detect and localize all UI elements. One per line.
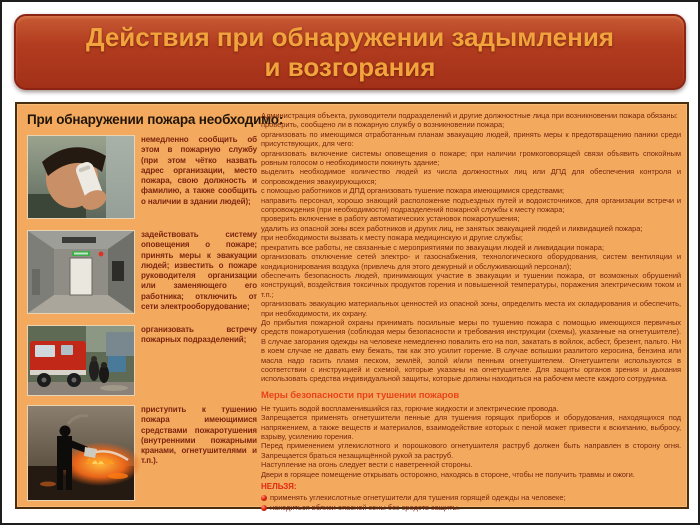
extinguishing-graphic <box>28 406 134 500</box>
forbidden-heading: НЕЛЬЗЯ: <box>261 482 297 492</box>
list-item-start-extinguishing <box>27 405 257 501</box>
list-item-text: приступить к тушению пожара имеющимися средствами пожаротушения (внутренними пожарными кранами, огнетушителями и т.п.). <box>141 405 257 466</box>
forbidden-item <box>261 493 681 502</box>
safety-rule: Не тушить водой воспламенившийся газ, горючие жидкости и электрические провода. <box>261 403 559 413</box>
safety-rule: Двери в горящее помещение открывать осторожно, находясь в стороне, чтобы не получить травмы и ожоги. <box>261 469 635 479</box>
title-banner <box>14 14 686 90</box>
list-item-text: организовать встречу пожарных подразделений; <box>141 325 257 345</box>
duty-line: направить персонал, хорошо знающий расположение подъездных путей и водоисточников, для организации встречи и сопровождения (при необходимости) подразделений пожарной службы к месту пожара; <box>261 195 681 215</box>
safety-rule: Запрещается применять огнетушители пенные для тушения горящих приборов и оборудования, находящихся под напряжением, а также веществ и материалов, взаимодействие которых с пеной может привести к вскипанию, выбросу, взрыву, усилению горения. <box>261 413 681 441</box>
list-item-meet-fire-brigade <box>27 325 257 396</box>
forbidden-item-text: находиться вблизи опасной зоны без средств защиты. <box>270 503 460 513</box>
forbidden-item-text: применять углекислотные огнетушители для тушения горящей одежды на человеке; <box>270 493 566 503</box>
person-calling-fire-service-photo <box>27 135 135 219</box>
corridor-graphic <box>28 231 134 313</box>
pre-arrival-paragraph: До прибытия пожарной охраны принимать посильные меры по тушению пожара с помощью имеющихся первичных средств пожаротушения (соблюдая меры безопасности и требования инструкции (схемы), указанные на огнетушителе). В случае загорания одежды на человеке немедленно повалить его на пол, закатать в войлок, асбест, брезент, пальто. Ни в коем случае не давать ему бежать, так как это усилит горение. В случае вспышки разлитого керосина, бензина или масла надо гасить пламя песком, землёй, золой и/или пенным огнетушителем. Огнетушители используются в соответствии с инструкцией и схемой, которые указаны на огнетушителе. Для защиты органов зрения и дыхания использовать средства индивидуальной защиты, которые должны находиться на рабочем месте каждого сотрудника. <box>261 317 681 384</box>
duty-line: проверить, сообщено ли в пожарную службу о возникновении пожара; <box>261 120 505 130</box>
phone-call-graphic <box>28 136 134 218</box>
duty-line: с помощью работников и ДПД организовать тушение пожара имеющимися средствами; <box>261 186 565 196</box>
poster-title-line2: и возгорания <box>264 52 436 82</box>
content-panel <box>15 102 689 513</box>
poster-title-line1: Действия при обнаружении задымления <box>86 22 614 52</box>
prohibition-bullet-icon <box>261 505 267 511</box>
list-item-call-fire-service <box>27 135 257 219</box>
evacuation-corridor-photo <box>27 230 135 314</box>
duty-line: при необходимости вызвать к месту пожара медицинскую и другие службы; <box>261 233 523 243</box>
duty-line: обеспечить безопасность людей, принимающих участие в эвакуации и тушении пожара, от возможных обрушений конструкций, воздействия токсичных продуктов горения и повышенной температуры, поражения электрическим током и т.п.; <box>261 270 681 299</box>
duty-line: удалить из опасной зоны всех работников и других лиц, не занятых эвакуацией людей и ликвидацией пожара; <box>261 223 643 233</box>
fire-truck-photo <box>27 325 135 396</box>
list-item-alert-evacuate <box>27 230 257 314</box>
man-extinguishing-fire-photo <box>27 405 135 501</box>
duty-line: проверить включение в работу автоматических установок пожаротушения; <box>261 214 520 224</box>
duty-line: Администрация объекта, руководители подразделений и другие должностные лица при возникновении пожара обязаны: <box>261 111 678 120</box>
duty-line: организовать эвакуацию материальных ценностей из опасной зоны, определить места их складирования и обеспечить, при необходимости, их охрану. <box>261 299 681 318</box>
prohibition-bullet-icon <box>261 495 267 501</box>
duty-line: организовать включение системы оповещения о пожаре; при наличии громкоговорящей связи объявить спокойным ровным голосом о необходимости покинуть здание; <box>261 148 681 168</box>
duty-line: прекратить все работы, не связанные с мероприятиями по эвакуации людей и ликвидации пожара; <box>261 242 604 252</box>
left-column-header: При обнаружении пожара необходимо: <box>27 112 284 127</box>
right-column <box>261 111 681 513</box>
duty-line: выделить необходимое количество людей из числа должностных лиц или ДПД для обеспечения контроля и сопровождения эвакуирующихся; <box>261 167 681 186</box>
duty-line: организовать отключение сетей электро- и газоснабжения, технологического оборудования, систем вентиляции и кондиционирования воздуха (привлечь для этого дежурный и обслуживающий персонал); <box>261 252 681 271</box>
list-item-text: задействовать систему оповещения о пожаре; принять меры к эвакуации людей; известить о пожаре руководителя организации или заменяющего его работника; отключить от сети электрооборудование; <box>141 230 257 312</box>
forbidden-item <box>261 503 681 512</box>
safety-measures-heading: Меры безопасности при тушении пожаров <box>261 389 460 401</box>
list-item-text: немедленно сообщить об этом в пожарную службу (при этом чётко назвать адрес организации, место пожара, свою должность и фамилию, а также сообщить о наличии в здании людей); <box>141 135 257 206</box>
safety-rule: Перед применением углекислотного и порошкового огнетушителя раструб должен быть направлен в сторону огня. Запрещается браться незащищённой рукой за раструб. <box>261 441 681 460</box>
duty-line: организовать по имеющимся отработанным планам эвакуацию людей, принять меры к предотвращению паники среди присутствующих, для чего: <box>261 129 681 149</box>
safety-rule: Наступление на огонь следует вести с наветренной стороны. <box>261 460 473 470</box>
fire-truck-graphic <box>28 326 134 395</box>
